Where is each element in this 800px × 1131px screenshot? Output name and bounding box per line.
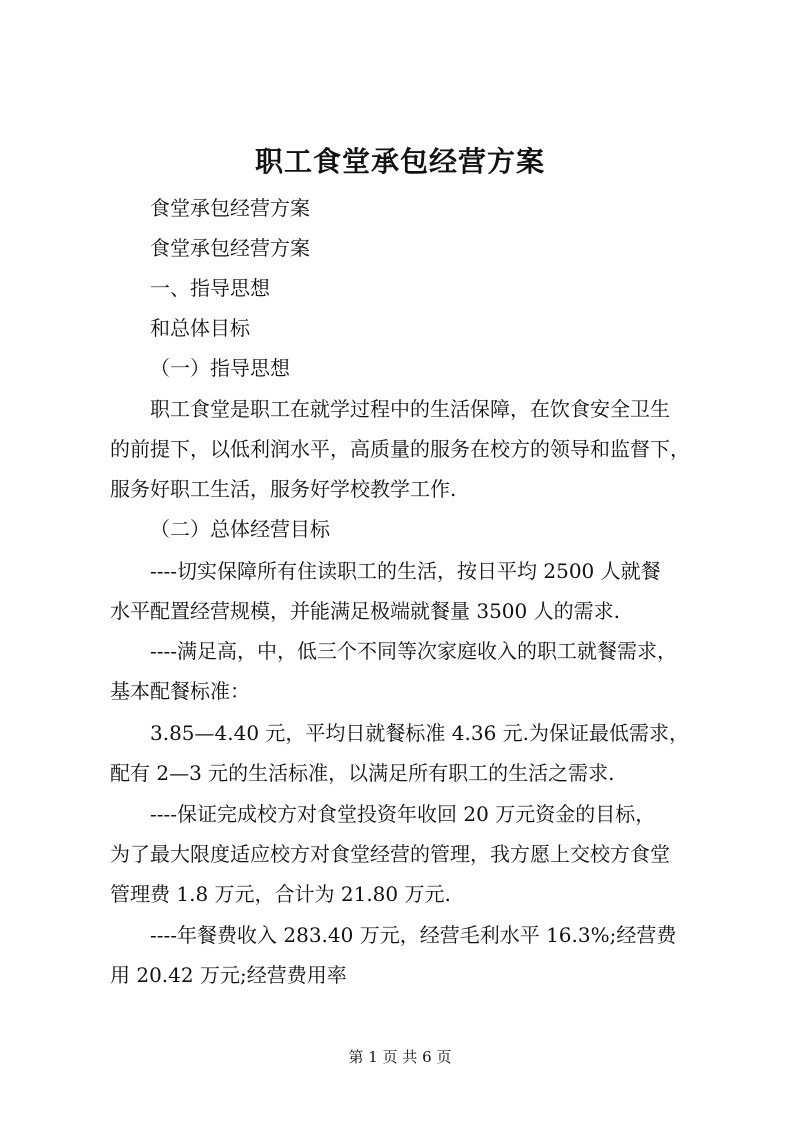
paragraph-line: 3.85—4.40 元，平均日就餐标准 4.36 元.为保证最低需求，	[150, 721, 690, 745]
paragraph-line: 职工食堂是职工在就学过程中的生活保障，在饮食安全卫生	[150, 397, 670, 421]
paragraph-line: 基本配餐标准：	[110, 679, 250, 703]
paragraph-line: 食堂承包经营方案	[150, 236, 310, 260]
paragraph-line: 服务好职工生活，服务好学校教学工作.	[110, 477, 457, 501]
paragraph-line: ----切实保障所有住读职工的生活，按日平均 2500 人就餐	[150, 559, 661, 583]
paragraph-line: 的前提下，以低利润水平，高质量的服务在校方的领导和监督下，	[110, 437, 690, 461]
paragraph-line: ----满足高，中，低三个不同等次家庭收入的职工就餐需求，	[150, 639, 678, 663]
paragraph-line: 用 20.42 万元;经营费用率	[110, 963, 347, 987]
document-title: 职工食堂承包经营方案	[254, 145, 545, 178]
paragraph-line: 水平配置经营规模，并能满足极端就餐量 3500 人的需求.	[110, 599, 620, 623]
paragraph-line: 为了最大限度适应校方对食堂经营的管理，我方愿上交校方食堂	[110, 842, 670, 866]
section-heading: 一、指导思想	[150, 276, 270, 300]
section-heading: 和总体目标	[150, 316, 250, 340]
paragraph-line: ----保证完成校方对食堂投资年收回 20 万元资金的目标，	[150, 802, 656, 826]
page-footer: 第 1 页 共 6 页	[348, 1048, 452, 1066]
paragraph-line: 管理费 1.8 万元，合计为 21.80 万元.	[110, 882, 451, 906]
subsection-heading: （二）总体经营目标	[150, 517, 330, 541]
paragraph-line: 配有 2—3 元的生活标准，以满足所有职工的生活之需求.	[110, 761, 615, 785]
paragraph-line: ----年餐费收入 283.40 万元，经营毛利水平 16.3%;经营费	[150, 923, 677, 947]
subsection-heading: （一）指导思想	[150, 356, 290, 380]
paragraph-line: 食堂承包经营方案	[150, 196, 310, 220]
